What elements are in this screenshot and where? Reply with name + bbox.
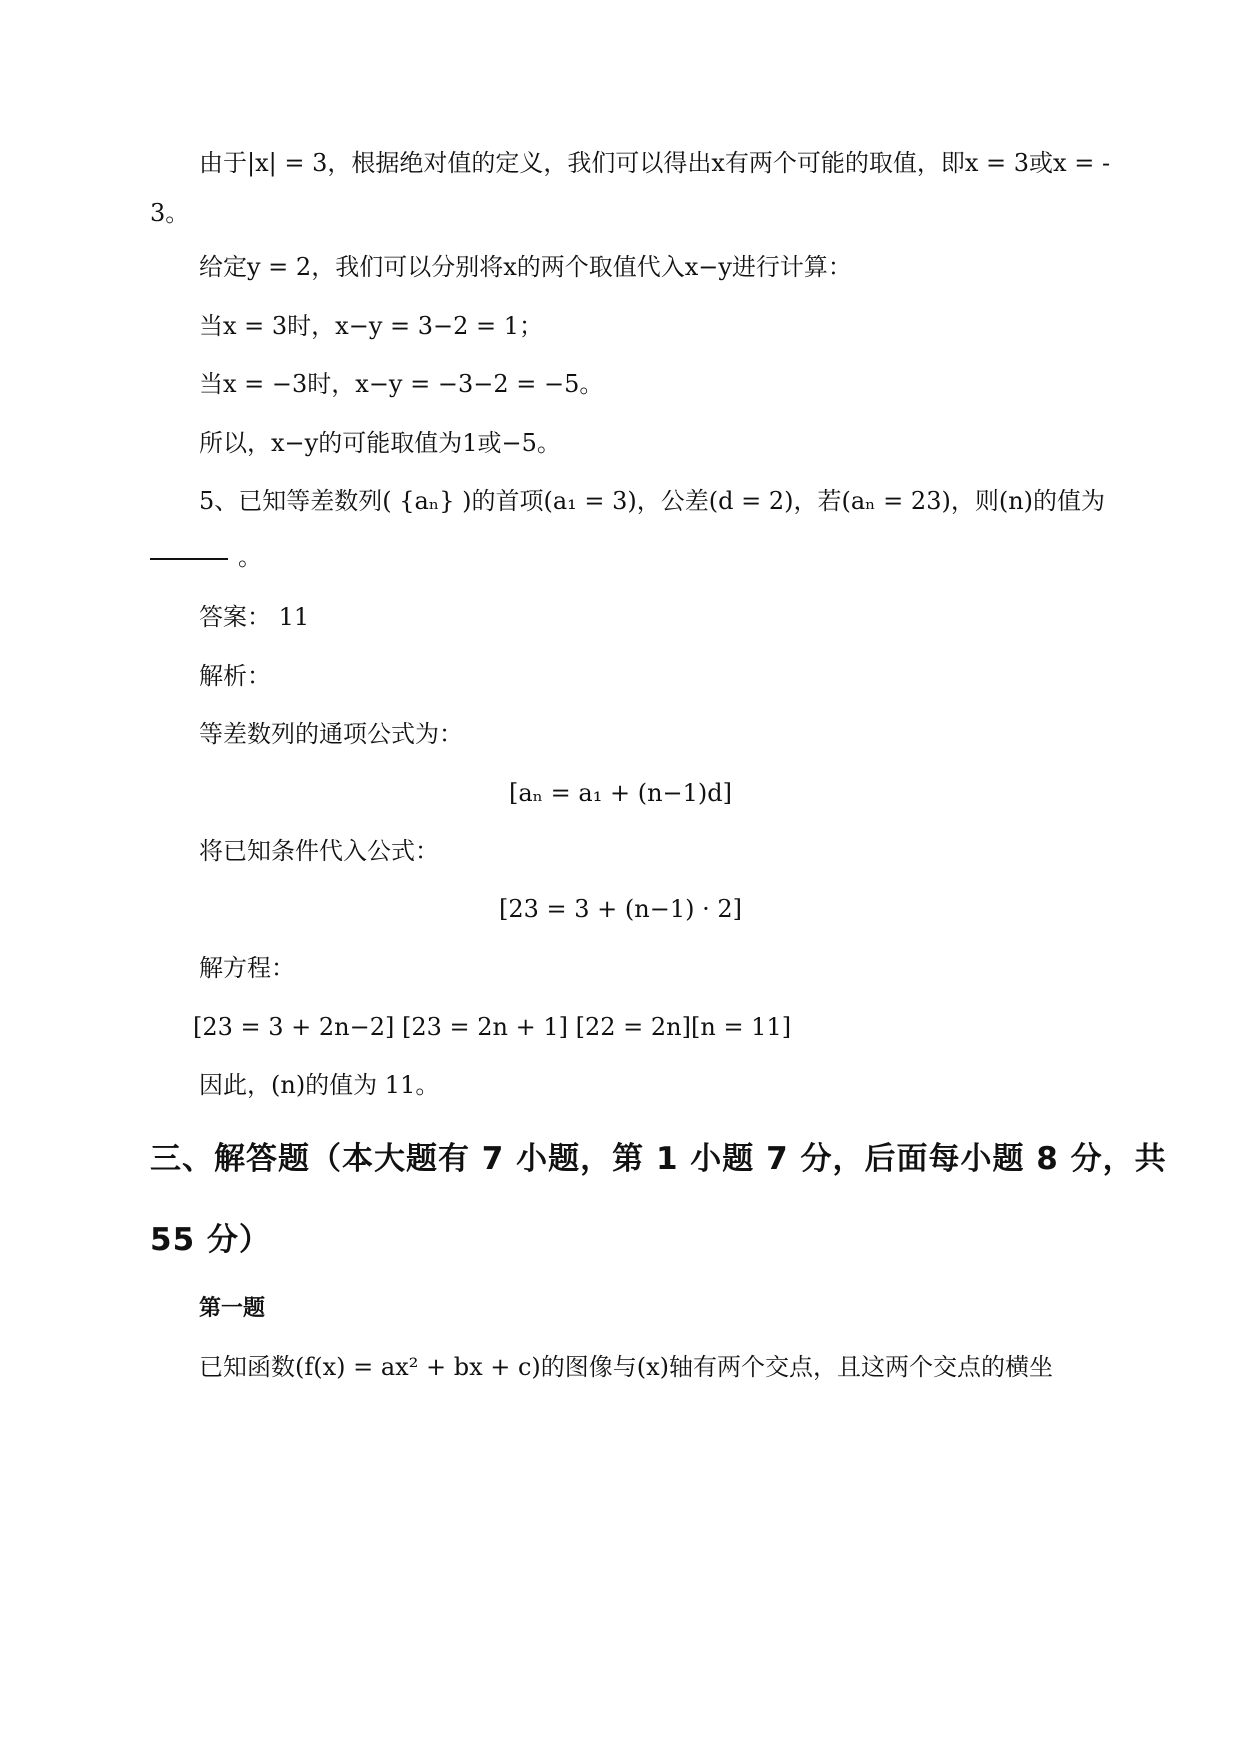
- conclusion-text: 因此，(n)的值为 11。: [199, 1071, 440, 1099]
- answer-blank-line: [150, 540, 262, 574]
- text-line: 给定y = 2，我们可以分别将x的两个取值代入x−y进行计算：: [199, 253, 852, 281]
- question-1-text: 已知函数(f(x) = ax² + bx + c)的图像与(x)轴有两个交点，且这两个交点的横坐: [199, 1353, 1054, 1381]
- text-line: 当x = 3时，x−y = 3−2 = 1；: [199, 312, 544, 340]
- answer-blank: [150, 558, 228, 560]
- blank-period: 。: [238, 543, 262, 571]
- question-subheading: 第一题: [199, 1296, 266, 1321]
- formula: [aₙ = a₁ + (n−1)d]: [508, 779, 732, 807]
- text-line: 将已知条件代入公式：: [199, 837, 439, 865]
- text-line: 等差数列的通项公式为：: [199, 720, 463, 748]
- text-line: 所以，x−y的可能取值为1或−5。: [199, 429, 561, 457]
- answer-text: 答案： 11: [199, 603, 310, 631]
- formula: [23 = 3 + (n−1) · 2]: [499, 895, 742, 923]
- text-line: 解方程：: [199, 954, 295, 982]
- equation-steps: [23 = 3 + 2n−2] [23 = 2n + 1] [22 = 2n][n = 11]: [193, 1013, 792, 1041]
- text-line: 由于|x| = 3，根据绝对值的定义，我们可以得出x有两个可能的取值，即x = 3或x = -: [199, 149, 1111, 177]
- section-heading: 三、解答题（本大题有 7 小题，第 1 小题 7 分，后面每小题 8 分，共: [150, 1141, 1167, 1177]
- section-heading-continued: 55 分）: [150, 1222, 271, 1258]
- question-5-text: 5、已知等差数列( {aₙ} )的首项(a₁ = 3)，公差(d = 2)，若(aₙ = 23)，则(n)的值为: [199, 487, 1106, 515]
- analysis-label: 解析：: [199, 662, 271, 690]
- text-line: 3。: [150, 199, 190, 227]
- text-line: 当x = −3时，x−y = −3−2 = −5。: [199, 370, 604, 398]
